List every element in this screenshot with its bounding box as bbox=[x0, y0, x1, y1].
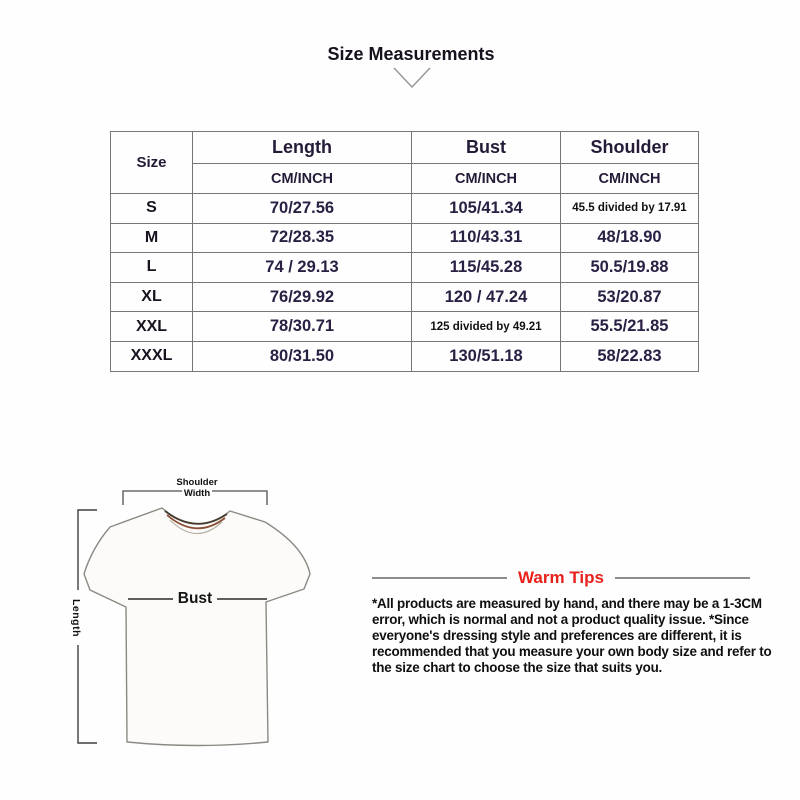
subheader-bust-unit: CM/INCH bbox=[412, 164, 561, 194]
length-line-bottom bbox=[78, 645, 97, 743]
table-row bbox=[111, 341, 699, 371]
divider-line-right bbox=[615, 577, 750, 579]
shoulder-cell: 58/22.83 bbox=[561, 341, 699, 371]
table-row bbox=[111, 312, 699, 342]
table-row bbox=[111, 253, 699, 283]
size-cell: L bbox=[111, 253, 193, 283]
length-cell: 80/31.50 bbox=[193, 341, 412, 371]
table-subheader-row bbox=[111, 164, 699, 194]
shoulder-cell: 55.5/21.85 bbox=[561, 312, 699, 342]
table-header-row bbox=[111, 132, 699, 164]
size-cell: XXL bbox=[111, 312, 193, 342]
length-cell: 70/27.56 bbox=[193, 194, 412, 224]
size-cell: XXXL bbox=[111, 341, 193, 371]
length-cell: 76/29.92 bbox=[193, 282, 412, 312]
tshirt-diagram bbox=[58, 440, 353, 800]
bust-cell: 120 / 47.24 bbox=[412, 282, 561, 312]
size-table bbox=[110, 131, 699, 372]
table-row bbox=[111, 282, 699, 312]
bust-cell: 125 divided by 49.21 bbox=[412, 312, 561, 342]
page-title: Size Measurements bbox=[327, 44, 495, 64]
bust-cell: 105/41.34 bbox=[412, 194, 561, 224]
bust-cell: 115/45.28 bbox=[412, 253, 561, 283]
subheader-length-unit: CM/INCH bbox=[193, 164, 412, 194]
size-cell: XL bbox=[111, 282, 193, 312]
shoulder-width-label-line2: Width bbox=[183, 488, 211, 499]
column-header-shoulder: Shoulder bbox=[561, 132, 699, 164]
warm-tips-body: *All products are measured by hand, and there may be a 1-3CM error, which is normal and not a product quality issue. *Since everyone's dressing style and preferences are different, it is recommended that you measure your own body size and refer to the size chart to choose the size that suits you. bbox=[372, 596, 772, 675]
bust-cell: 110/43.31 bbox=[412, 223, 561, 253]
size-cell: M bbox=[111, 223, 193, 253]
table-corner-cell: Size bbox=[111, 132, 193, 194]
shoulder-cell: 48/18.90 bbox=[561, 223, 699, 253]
length-cell: 74 / 29.13 bbox=[193, 253, 412, 283]
chevron-down-icon bbox=[393, 66, 431, 90]
length-cell: 72/28.35 bbox=[193, 223, 412, 253]
size-cell: S bbox=[111, 194, 193, 224]
warm-tips-section bbox=[372, 568, 794, 676]
length-cell: 78/30.71 bbox=[193, 312, 412, 342]
table-row bbox=[111, 223, 699, 253]
column-header-length: Length bbox=[193, 132, 412, 164]
shoulder-width-label bbox=[157, 477, 237, 499]
shoulder-cell: 53/20.87 bbox=[561, 282, 699, 312]
table-row bbox=[111, 194, 699, 224]
tshirt-outline bbox=[84, 508, 310, 746]
bust-cell: 130/51.18 bbox=[412, 341, 561, 371]
subheader-shoulder-unit: CM/INCH bbox=[561, 164, 699, 194]
warm-tips-titlebar bbox=[372, 568, 750, 588]
bust-label: Bust bbox=[177, 590, 213, 607]
shoulder-width-label-line1: Shoulder bbox=[176, 477, 218, 488]
divider-line-left bbox=[372, 577, 507, 579]
warm-tips-title: Warm Tips bbox=[518, 568, 604, 587]
column-header-bust: Bust bbox=[412, 132, 561, 164]
shoulder-cell: 50.5/19.88 bbox=[561, 253, 699, 283]
length-label: Length bbox=[70, 599, 82, 637]
shoulder-cell: 45.5 divided by 17.91 bbox=[561, 194, 699, 224]
